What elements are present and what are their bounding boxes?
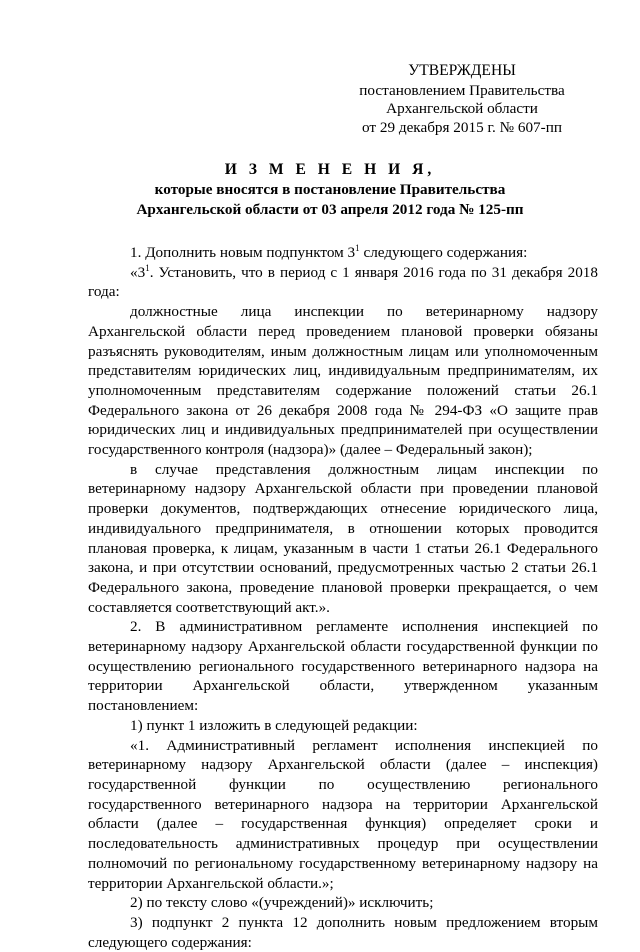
paragraph-6: 1) пункт 1 изложить в следующей редакции: bbox=[130, 716, 418, 734]
approval-stamp bbox=[342, 62, 582, 137]
title-subtitle-1: которые вносятся в постановление Правительства bbox=[154, 181, 506, 198]
approval-heading: УТВЕРЖДЕНЫ bbox=[408, 62, 516, 79]
approval-line-1: постановлением Правительства bbox=[359, 81, 565, 99]
approval-line-3: от 29 декабря 2015 г. № 607-пп bbox=[362, 118, 562, 136]
paragraph-2-superscript: 1 bbox=[145, 262, 150, 273]
title-main: И З М Е Н Е Н И Я, bbox=[224, 161, 436, 178]
document-body bbox=[88, 243, 598, 952]
paragraph-7: «1. Административный регламент исполнения инспекцией по ветеринарному надзору Архангельской области (далее – инспекция) государственной функции по осуществлению регионального государственного ветеринарного надзора на территории Архангельской области (далее – государственная функция) определяет сроки и последовательность административных процедур при осуществлении полномочий по региональному государственному ветеринарному надзору на территории Архангельской области.»; bbox=[88, 736, 598, 892]
title-subtitle-2: Архангельской области от 03 апреля 2012 года № 125-пп bbox=[136, 200, 524, 218]
paragraph-1 bbox=[88, 243, 598, 263]
paragraph-1-text-end: следующего содержания: bbox=[359, 244, 528, 261]
paragraph-1-superscript: 1 bbox=[355, 243, 360, 253]
approval-line-2: Архангельской области bbox=[386, 100, 538, 117]
paragraph-9: 3) подпункт 2 пункта 12 дополнить новым предложением вторым следующего содержания: bbox=[88, 913, 598, 951]
document-title bbox=[80, 160, 580, 219]
paragraph-5: 2. В административном регламенте исполнения инспекцией по ветеринарному надзору Архангельской области государственной функции по осуществлению регионального государственного ветеринарного надзора на территории Архангельской области, утвержденном указанным постановлением: bbox=[88, 618, 598, 715]
paragraph-2 bbox=[88, 263, 598, 302]
paragraph-2-text: «3 bbox=[130, 263, 146, 281]
paragraph-1-text: 1. Дополнить новым подпунктом 3 bbox=[130, 244, 356, 261]
paragraph-8: 2) по тексту слово «(учреждений)» исключить; bbox=[130, 894, 434, 912]
paragraph-4: в случае представления должностным лицам инспекции по ветеринарному надзору Архангельской области при проведении плановой проверки документов, подтверждающих отнесение юридического лица, индивидуального предпринимателя, в отношении которых проводится плановая проверка, к лицам, указанным в части 1 статьи 26.1 Федерального закона, и при отсутствии оснований, предусмотренных частью 2 статьи 26.1 Федерального закона, проведение плановой проверки прекращается, о чем составляется соответствующий акт.». bbox=[88, 460, 598, 616]
paragraph-2-text-end: . Установить, что в период с 1 января 2016 года по 31 декабря 2018 года: bbox=[88, 263, 598, 301]
paragraph-3: должностные лица инспекции по ветеринарному надзору Архангельской области перед проведением плановой проверки обязаны разъяснять руководителям, иным должностным лицам или уполномоченным представителям юридических лиц, индивидуальным предпринимателям, их уполномоченным представителям содержание положений статьи 26.1 Федерального закона от 26 декабря 2008 года № 294-ФЗ «О защите прав юридических лиц и индивидуальных предпринимателей при осуществлении государственного контроля (надзора)» (далее – Федеральный закон); bbox=[88, 303, 598, 459]
